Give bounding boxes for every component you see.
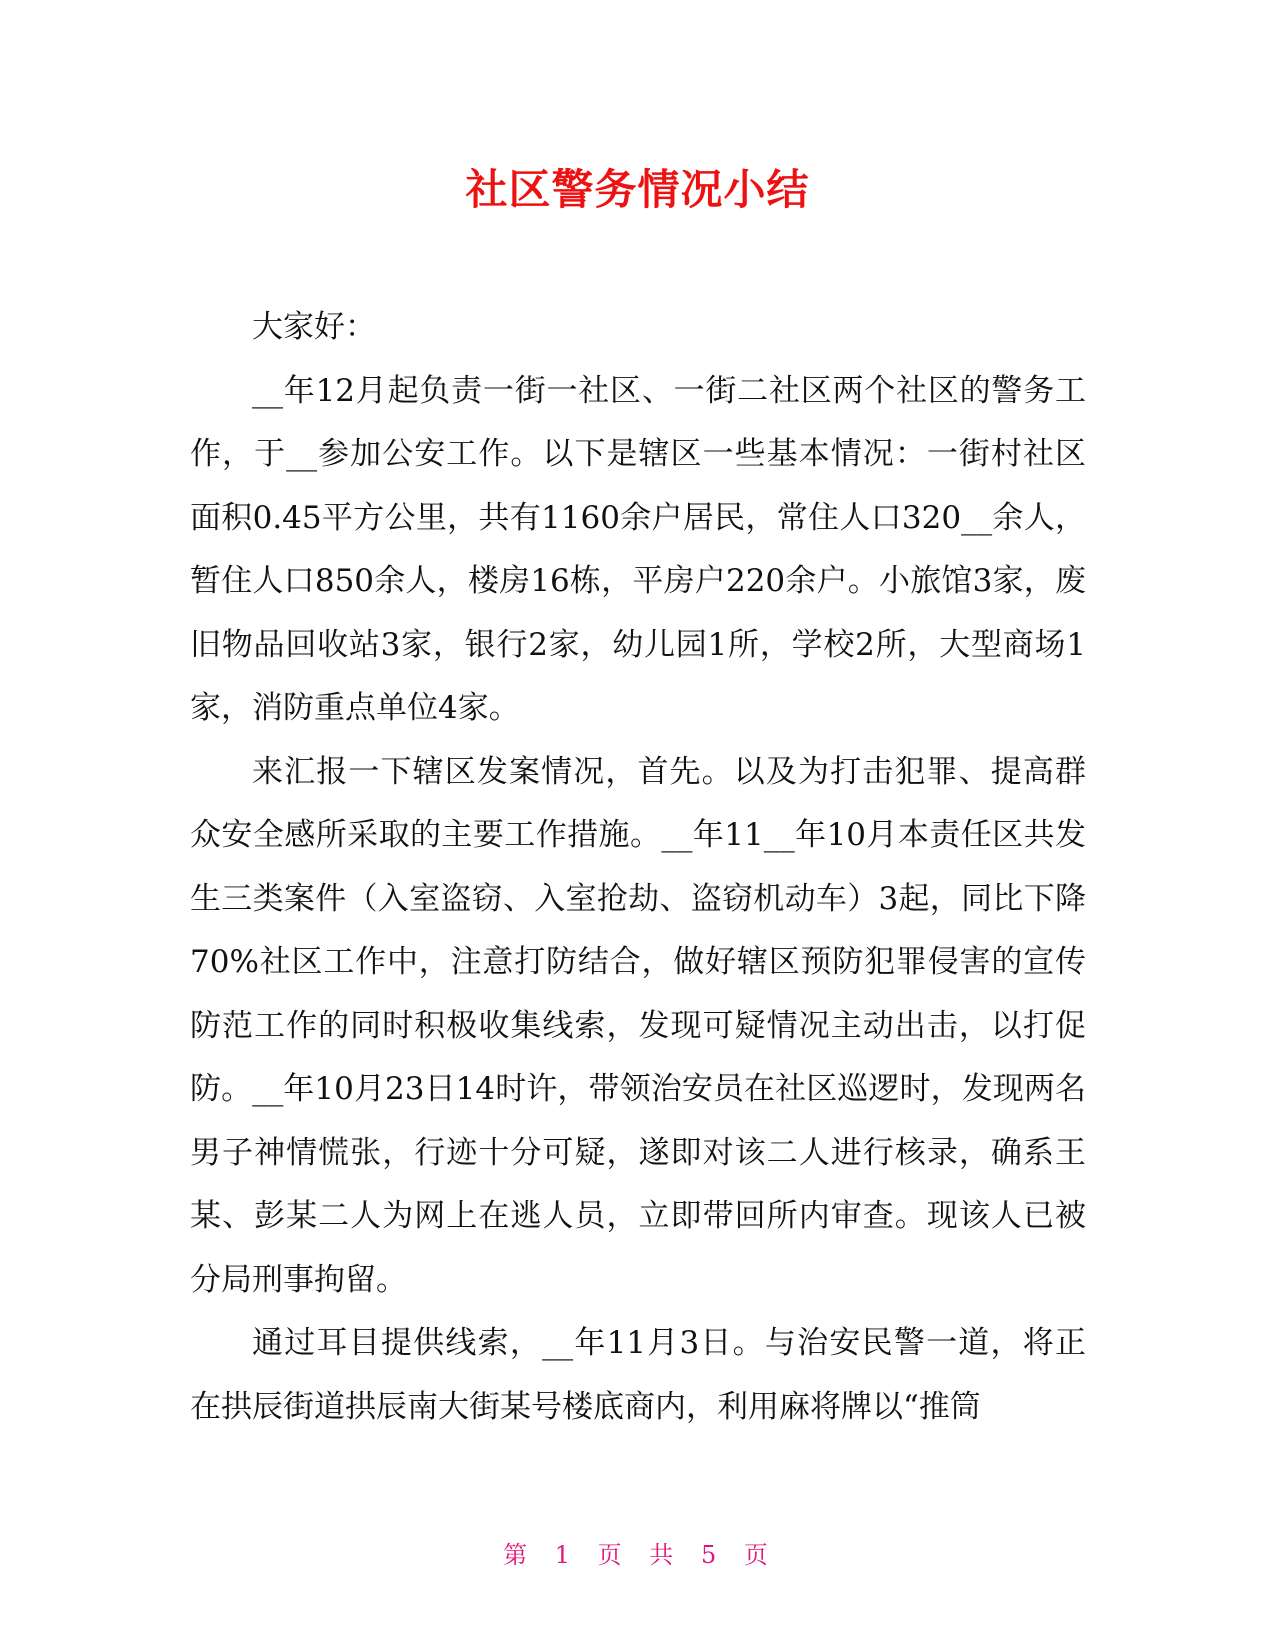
paragraph-informant-lead: 通过耳目提供线索，__年11月3日。与治安民警一道，将正在拱辰街道拱辰南大街某号楼底商内，利用麻将牌以“推筒 <box>190 1325 1086 1425</box>
document-title: 社区警务情况小结 <box>465 165 810 214</box>
paragraph-basic-info: __年12月起负责一街一社区、一街二社区两个社区的警务工作，于__参加公安工作。以下是辖区一些基本情况：一街村社区面积0.45平方公里，共有1160余户居民，常住人口320__余人，暂住人口850余人，楼房16栋，平房户220余户。小旅馆3家，废旧物品回收站3家，银行2家，幼儿园1所，学校2所，大型商场1家，消防重点单位4家。 <box>190 372 1086 726</box>
page-number-footer: 第 1 页 共 5 页 <box>503 1541 772 1569</box>
paragraph-case-report: 来汇报一下辖区发案情况，首先。以及为打击犯罪、提高群众安全感所采取的主要工作措施。__年11__年10月本责任区共发生三类案件（入室盗窃、入室抢劫、盗窃机动车）3起，同比下降70%社区工作中，注意打防结合，做好辖区预防犯罪侵害的宣传防范工作的同时积极收集线索，发现可疑情况主动出击，以打促防。__年10月23日14时许，带领治安员在社区巡逻时，发现两名男子神情慌张，行迹十分可疑，遂即对该二人进行核录，确系王某、彭某二人为网上在逃人员，立即带回所内审查。现该人已被分局刑事拘留。 <box>190 753 1086 1298</box>
paragraph-greeting: 大家好： <box>252 309 376 345</box>
document-body <box>190 296 1086 1439</box>
